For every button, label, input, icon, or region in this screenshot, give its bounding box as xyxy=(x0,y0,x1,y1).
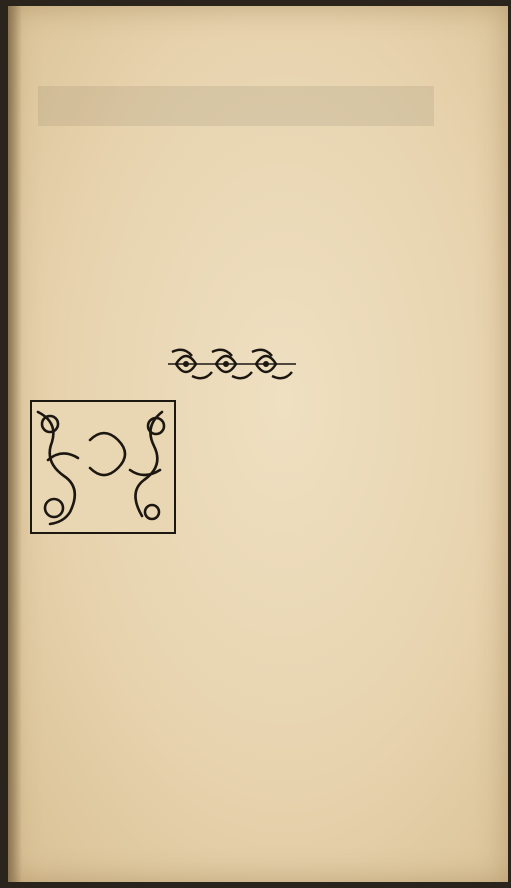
decorated-initial-p xyxy=(30,400,176,534)
book-page xyxy=(8,6,508,882)
ornamental-headpiece xyxy=(38,64,434,148)
fleuron-ornament xyxy=(168,344,296,384)
page-gutter-shadow xyxy=(8,6,22,882)
